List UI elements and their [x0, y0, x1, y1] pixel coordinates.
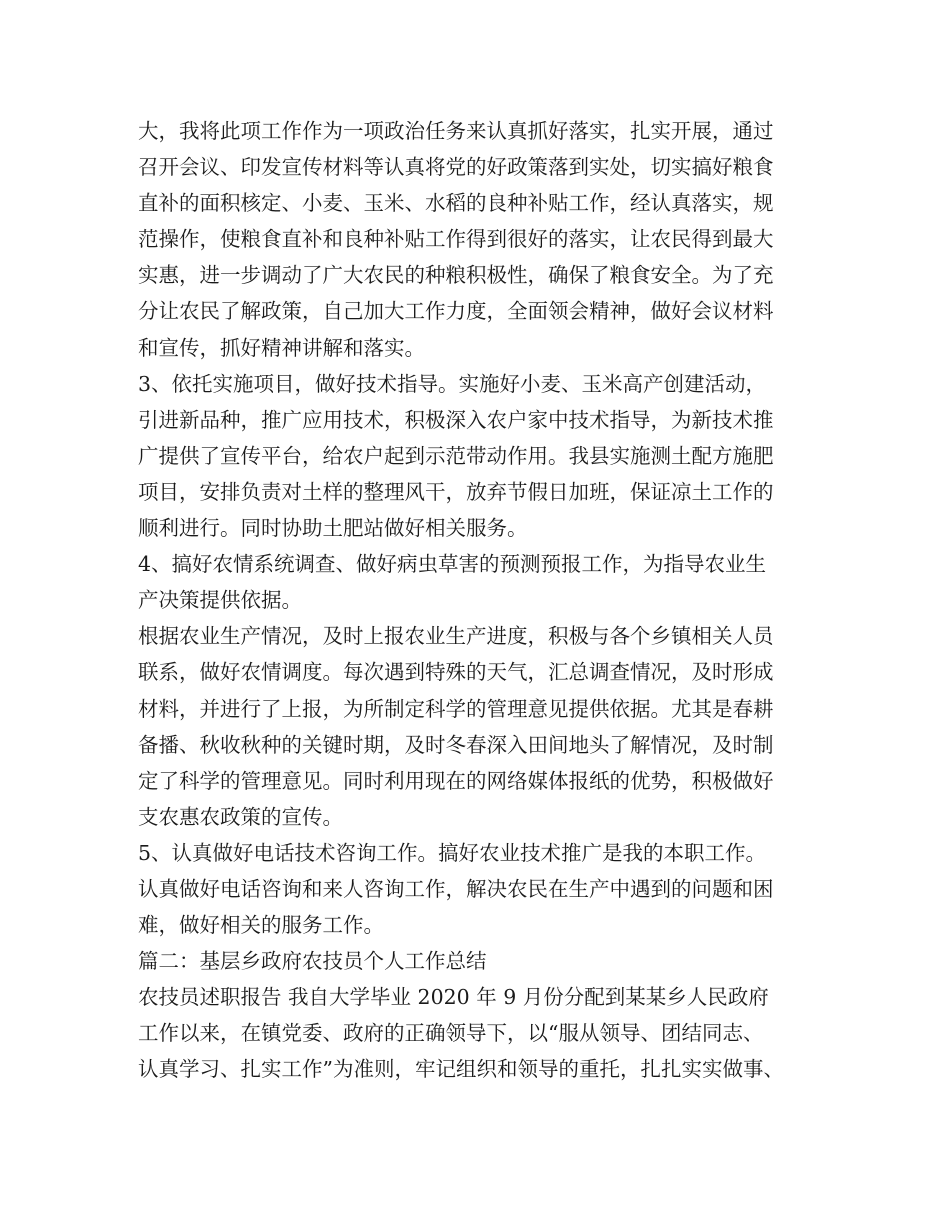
text-line: 范操作，使粮食直补和良种补贴工作得到很好的落实，让农民得到最大: [138, 227, 774, 252]
text-line: 广提供了宣传平台，给农户起到示范带动作用。我县实施测土配方施肥: [138, 443, 774, 468]
text-line: 项目，安排负责对土样的整理风干，放弃节假日加班，保证凉土工作的: [138, 479, 774, 504]
document-body: [138, 113, 828, 1088]
text-line: 支农惠农政策的宣传。: [138, 804, 343, 829]
text-line: 引进新品种，推广应用技术，积极深入农户家中技术指导，为新技术推: [138, 407, 774, 432]
text-line: 4、搞好农情系统调查、做好病虫草害的预测预报工作，为指导农业生: [138, 552, 767, 577]
text-line: 认真学习、扎实工作”为准则，牢记组织和领导的重托，扎扎实实做事、: [138, 1057, 784, 1082]
text-line: 工作以来，在镇党委、政府的正确领导下，以“服从领导、团结同志、: [138, 1021, 764, 1046]
text-line: 备播、秋收秋种的关键时期，及时冬春深入田间地头了解情况，及时制: [138, 732, 774, 757]
text-line: 直补的面积核定、小麦、玉米、水稻的良种补贴工作，经认真落实，规: [138, 191, 774, 216]
text-line: 大，我将此项工作作为一项政治任务来认真抓好落实，扎实开展，通过: [138, 119, 774, 143]
text-line: 产决策提供依据。: [138, 588, 302, 613]
text-line: 3、依托实施项目，做好技术指导。实施好小麦、玉米高产创建活动，: [138, 371, 767, 396]
text-line: 顺利进行。同时协助土肥站做好相关服务。: [138, 516, 528, 541]
text-line: 联系，做好农情调度。每次遇到特殊的天气，汇总调查情况，及时形成: [138, 660, 774, 685]
text-line: 根据农业生产情况，及时上报农业生产进度，积极与各个乡镇相关人员: [138, 624, 774, 649]
text-line: 认真做好电话咨询和来人咨询工作，解决农民在生产中遇到的问题和困: [138, 876, 774, 901]
text-line: 材料，并进行了上报，为所制定科学的管理意见提供依据。尤其是春耕: [138, 696, 774, 721]
text-line: 和宣传，抓好精神讲解和落实。: [138, 335, 425, 360]
text-line: 难，做好相关的服务工作。: [138, 913, 384, 938]
text-line: 分让农民了解政策，自己加大工作力度，全面领会精神，做好会议材料: [138, 299, 774, 324]
section-heading: 篇二：基层乡政府农技员个人工作总结: [138, 949, 487, 974]
text-line: 召开会议、印发宣传材料等认真将党的好政策落到实处，切实搞好粮食: [138, 155, 774, 180]
text-line: 5、认真做好电话技术咨询工作。搞好农业技术推广是我的本职工作。: [138, 840, 767, 865]
text-line: 定了科学的管理意见。同时利用现在的网络媒体报纸的优势，积极做好: [138, 768, 774, 793]
text-line: 农技员述职报告 我自大学毕业 2020 年 9 月份分配到某某乡人民政府: [138, 985, 769, 1010]
text-line: 实惠，进一步调动了广大农民的种粮积极性，确保了粮食安全。为了充: [138, 263, 774, 288]
